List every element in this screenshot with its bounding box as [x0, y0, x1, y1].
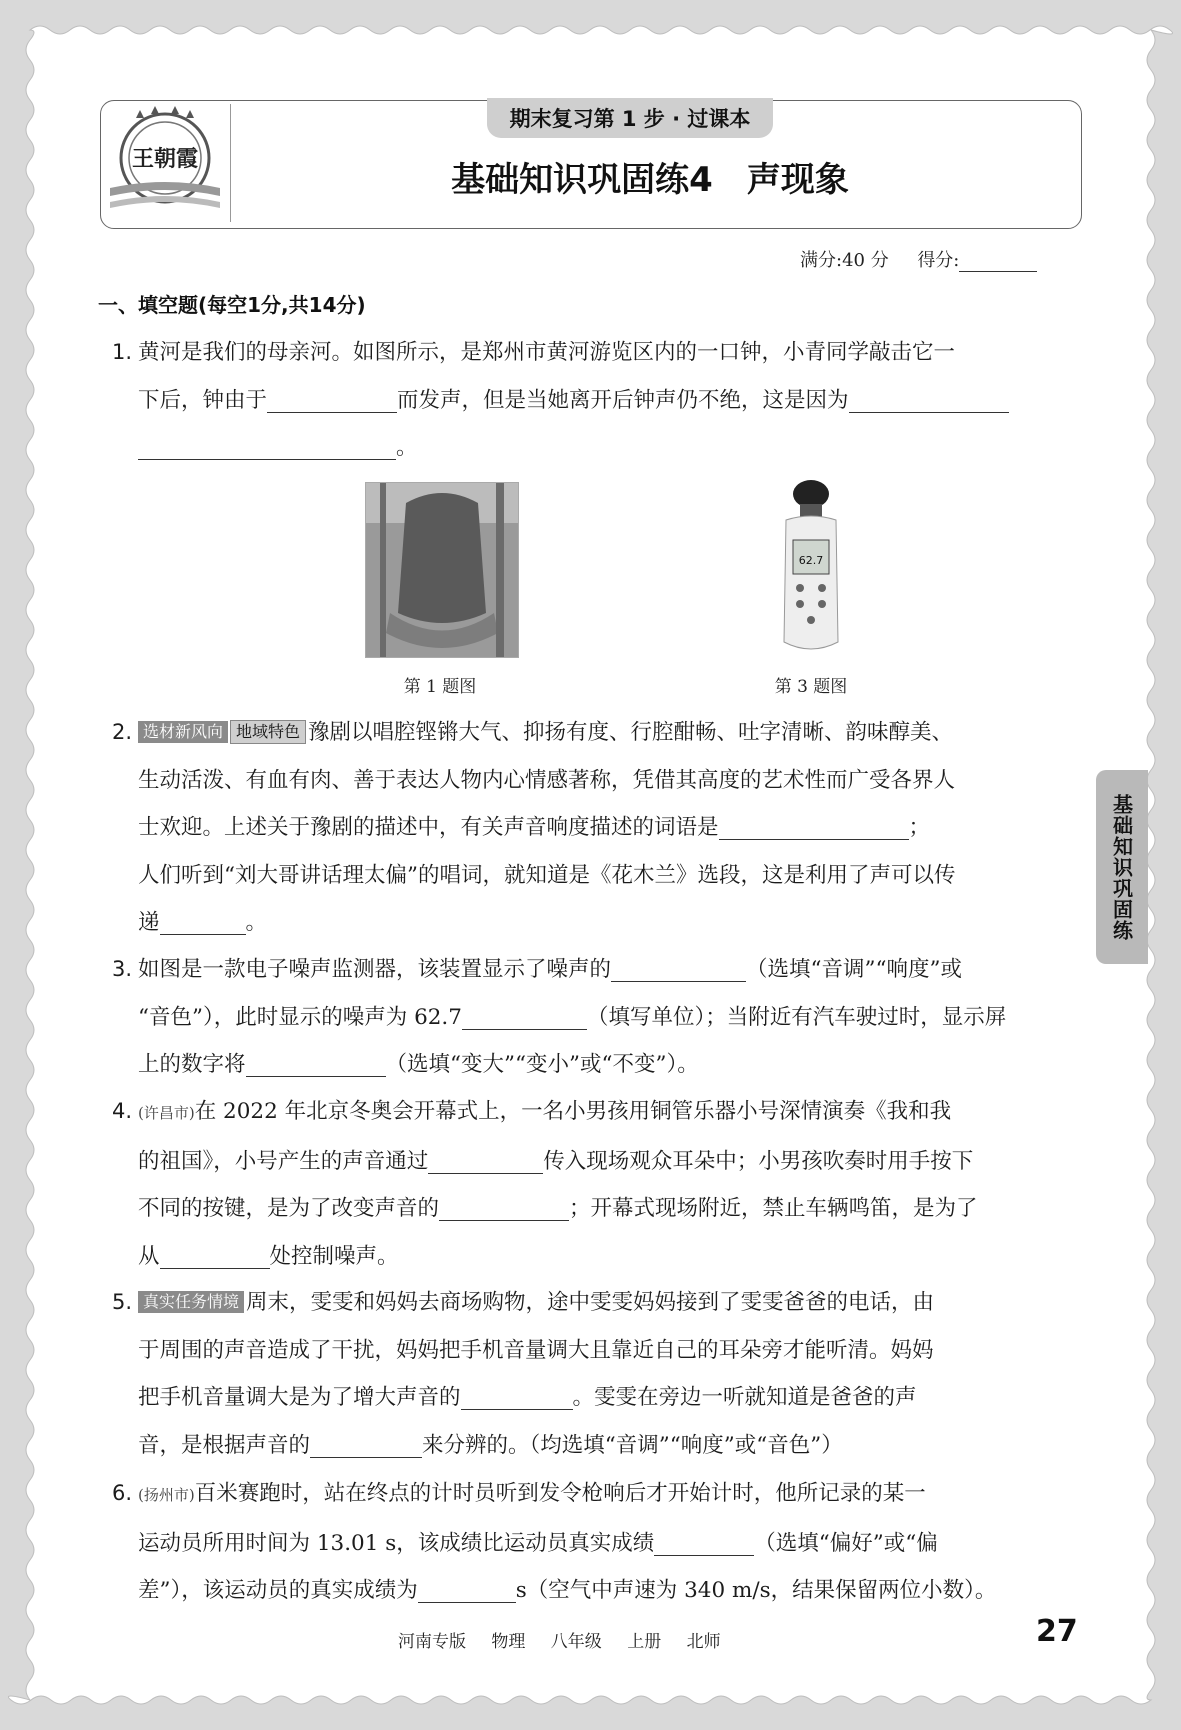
noise-meter-photo [780, 480, 842, 652]
q4-text: 从 [138, 1243, 160, 1269]
question-number: 6. [112, 1481, 133, 1505]
header-tab: 期末复习第 1 步 · 过课本 [487, 98, 773, 138]
q1-text: 而发声，但是当她离开后钟声仍不绝，这是因为 [397, 387, 849, 413]
question-number: 1. [112, 340, 133, 364]
q6-text: （选填“偏好”或“偏 [754, 1530, 938, 1556]
side-section-tab: 基础知识巩固练 [1096, 770, 1148, 964]
q4-text: 的祖国》，小号产生的声音通过 [138, 1148, 429, 1174]
answer-blank[interactable] [418, 1580, 516, 1603]
question-number: 3. [112, 957, 133, 981]
answer-blank[interactable] [138, 437, 396, 460]
q3-text: （填写单位）；当附近有汽车驶过时，显示屏 [586, 1004, 1007, 1030]
answer-blank[interactable] [246, 1054, 386, 1077]
q6-text: 差”），该运动员的真实成绩为 [138, 1578, 418, 1603]
svg-text:62.7: 62.7 [798, 554, 824, 567]
q5-text: 把手机音量调大是为了增大声音的 [138, 1385, 461, 1410]
q4-text: 不同的按键，是为了改变声音的 [138, 1196, 440, 1221]
q2-line-2: 生动活泼、有血有肉、善于表达人物内心情感著称，凭借其高度的艺术性而广受各界人 [138, 767, 956, 793]
answer-blank[interactable] [160, 1246, 270, 1269]
answer-blank[interactable] [849, 390, 1009, 413]
q4-text: 处控制噪声。 [269, 1243, 399, 1269]
q2-text: 。 [245, 910, 268, 935]
q2-text: 豫剧以唱腔铿锵大气、抑扬有度、行腔酣畅、吐字清晰、韵味醇美、 [308, 720, 954, 745]
q5-text: 周末，雯雯和妈妈去商场购物，途中雯雯妈妈接到了雯雯爸爸的电话，由 [246, 1290, 935, 1315]
q2-text: 士欢迎。上述关于豫剧的描述中，有关声音响度描述的词语是 [138, 815, 719, 840]
page-number: 27 [1036, 1614, 1078, 1649]
q4-text: ；开幕式现场附近，禁止车辆鸣笛，是为了 [569, 1196, 978, 1221]
q6-text: 百米赛跑时，站在终点的计时员听到发令枪响后才开始计时，他所记录的某一 [194, 1481, 926, 1506]
section-heading: 一、填空题(每空1分,共14分) [98, 293, 366, 317]
answer-blank[interactable] [428, 1151, 543, 1174]
q5-text: 来分辨的。（均选填“音调”“响度”或“音色”） [422, 1432, 843, 1458]
tag-real-task: 真实任务情境 [138, 1291, 244, 1313]
full-score: 满分:40 分 [800, 250, 889, 271]
question-3 [112, 946, 1082, 1077]
svg-text:王朝霞: 王朝霞 [131, 146, 199, 172]
q3-text: 上的数字将 [138, 1052, 246, 1077]
question-number: 4. [112, 1099, 133, 1123]
answer-blank[interactable] [461, 1387, 573, 1410]
q3-text: （选填“音调”“响度”或 [746, 957, 962, 982]
figure-3-caption: 第 3 题图 [774, 677, 848, 697]
score-label: 得分: [917, 250, 960, 271]
q5-text: 。雯雯在旁边一听就知道是爸爸的声 [572, 1385, 917, 1410]
answer-blank[interactable] [719, 817, 909, 840]
q1-text: 下后，钟由于 [138, 387, 268, 413]
question-4 [112, 1088, 1082, 1269]
page-title: 基础知识巩固练4 声现象 [451, 160, 849, 200]
q4-text: 在 2022 年北京冬奥会开幕式上，一名小男孩用铜管乐器小号深情演奏《我和我 [194, 1099, 952, 1124]
score-line [800, 246, 1037, 272]
q5-text: 音，是根据声音的 [138, 1432, 311, 1458]
figure-1-caption: 第 1 题图 [403, 677, 477, 697]
logo-divider [230, 104, 231, 222]
answer-blank[interactable] [160, 912, 246, 935]
question-2 [112, 709, 1082, 935]
q3-text: （选填“变大”“变小”或“不变”）。 [385, 1052, 699, 1077]
q6-text: 运动员所用时间为 13.01 s，该成绩比运动员真实成绩 [138, 1530, 655, 1556]
score-blank [959, 253, 1037, 272]
answer-blank[interactable] [654, 1533, 754, 1556]
q2-text: 递 [138, 910, 160, 935]
q3-text: 如图是一款电子噪声监测器，该装置显示了噪声的 [138, 957, 612, 982]
question-number: 5. [112, 1290, 133, 1314]
q1-line-1: 黄河是我们的母亲河。如图所示，是郑州市黄河游览区内的一口钟，小青同学敲击它一 [138, 340, 956, 365]
question-5 [112, 1279, 1082, 1458]
q4-text: 传入现场观众耳朵中；小男孩吹奏时用手按下 [543, 1148, 974, 1174]
q6-source: (扬州市) [138, 1486, 195, 1504]
publisher-logo [106, 106, 224, 222]
question-1 [112, 329, 1082, 460]
q5-line-2: 于周围的声音造成了干扰，妈妈把手机音量调大且靠近自己的耳朵旁才能听清。妈妈 [138, 1337, 934, 1363]
q2-line-4: 人们听到“刘大哥讲话理太偏”的唱词，就知道是《花木兰》选段，这是利用了声可以传 [138, 862, 956, 888]
answer-blank[interactable] [611, 959, 746, 982]
q3-text: “音色”），此时显示的噪声为 62.7 [138, 1004, 462, 1030]
question-6 [112, 1470, 1082, 1603]
bell-photo [365, 482, 519, 658]
tag-region: 地域特色 [230, 720, 306, 744]
q4-source: (许昌市) [138, 1104, 195, 1122]
footer-info: 河南专版 物理 八年级 上册 北师 [398, 1632, 721, 1652]
answer-blank[interactable] [462, 1007, 587, 1030]
q2-text: ； [908, 815, 931, 840]
answer-blank[interactable] [267, 390, 397, 413]
q6-text: s（空气中声速为 340 m/s，结果保留两位小数）。 [515, 1578, 997, 1603]
q1-text: 。 [396, 435, 418, 460]
question-number: 2. [112, 720, 133, 744]
tag-new-material: 选材新风向 [138, 721, 228, 743]
answer-blank[interactable] [439, 1198, 569, 1221]
answer-blank[interactable] [310, 1435, 422, 1458]
